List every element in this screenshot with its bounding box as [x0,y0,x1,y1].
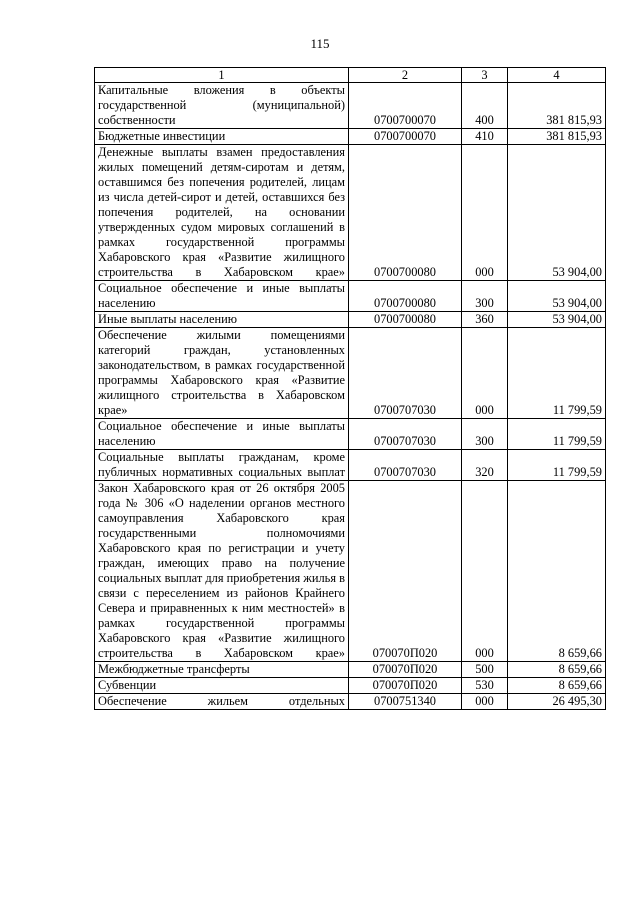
table-row [95,328,606,419]
row-type: 400 [462,83,508,129]
row-name: Закон Хабаровского края от 26 октября 2005 года № 306 «О наделении органов местного самоуправления Хабаровского края государственными полномочиями Хабаровского края по регистрации и учету граждан, имеющих право на получение социальных выплат для приобретения жилья в связи с переселением из районов Крайнего Севера и приравненных к ним местностей» в рамках государственной программы Хабаровского края «Развитие жилищного строительства в Хабаровском крае» [95,481,349,662]
row-name: Обеспечение жильем отдельных [95,694,349,710]
row-sum: 11 799,59 [508,450,606,481]
row-code: 0700700080 [349,145,462,281]
table-row [95,145,606,281]
header-col-3: 3 [462,68,508,83]
row-type: 360 [462,312,508,328]
row-code: 0700700080 [349,281,462,312]
table-row [95,694,606,710]
page-number: 115 [310,36,330,51]
row-name: Социальные выплаты гражданам, кроме публичных нормативных социальных выплат [95,450,349,481]
header-col-1: 1 [95,68,349,83]
table-row [95,312,606,328]
table-row [95,281,606,312]
table-row [95,419,606,450]
row-type: 500 [462,662,508,678]
row-code: 0700707030 [349,328,462,419]
row-type: 000 [462,694,508,710]
table-header-row [95,68,606,83]
row-name: Бюджетные инвестиции [95,129,349,145]
row-name: Иные выплаты населению [95,312,349,328]
header-col-4: 4 [508,68,606,83]
row-name: Обеспечение жилыми помещениями категорий граждан, установленных законодательством, в рамках государственной программы Хабаровского края «Развитие жилищного строительства в Хабаровском крае» [95,328,349,419]
row-name: Субвенции [95,678,349,694]
row-code: 0700751340 [349,694,462,710]
row-name: Капитальные вложения в объекты государственной (муниципальной) собственности [95,83,349,129]
row-sum: 11 799,59 [508,328,606,419]
table-row [95,129,606,145]
row-code: 0700700070 [349,129,462,145]
row-code: 070070П020 [349,678,462,694]
row-sum: 26 495,30 [508,694,606,710]
row-code: 0700700080 [349,312,462,328]
row-code: 0700707030 [349,419,462,450]
row-sum: 11 799,59 [508,419,606,450]
table-row [95,678,606,694]
row-sum: 381 815,93 [508,129,606,145]
row-sum: 53 904,00 [508,281,606,312]
row-type: 530 [462,678,508,694]
budget-table [94,67,606,710]
table-row [95,450,606,481]
row-code: 0700707030 [349,450,462,481]
row-sum: 381 815,93 [508,83,606,129]
row-sum: 8 659,66 [508,678,606,694]
table-row [95,83,606,129]
row-sum: 53 904,00 [508,145,606,281]
row-sum: 8 659,66 [508,662,606,678]
row-type: 300 [462,419,508,450]
row-sum: 8 659,66 [508,481,606,662]
row-code: 070070П020 [349,481,462,662]
row-code: 0700700070 [349,83,462,129]
row-type: 000 [462,481,508,662]
row-type: 410 [462,129,508,145]
row-type: 000 [462,328,508,419]
row-name: Социальное обеспечение и иные выплаты населению [95,281,349,312]
table-row [95,662,606,678]
table-row [95,481,606,662]
row-code: 070070П020 [349,662,462,678]
row-type: 320 [462,450,508,481]
row-name: Межбюджетные трансферты [95,662,349,678]
row-sum: 53 904,00 [508,312,606,328]
header-col-2: 2 [349,68,462,83]
row-type: 000 [462,145,508,281]
row-type: 300 [462,281,508,312]
row-name: Социальное обеспечение и иные выплаты населению [95,419,349,450]
row-name: Денежные выплаты взамен предоставления жилых помещений детям-сиротам и детям, оставшимся без попечения родителей, лицам из числа детей-сирот и детей, оставшихся без попечения родителей, на основании утвержденных судом мировых соглашений в рамках государственной программы Хабаровского края «Развитие жилищного строительства в Хабаровском крае» [95,145,349,281]
